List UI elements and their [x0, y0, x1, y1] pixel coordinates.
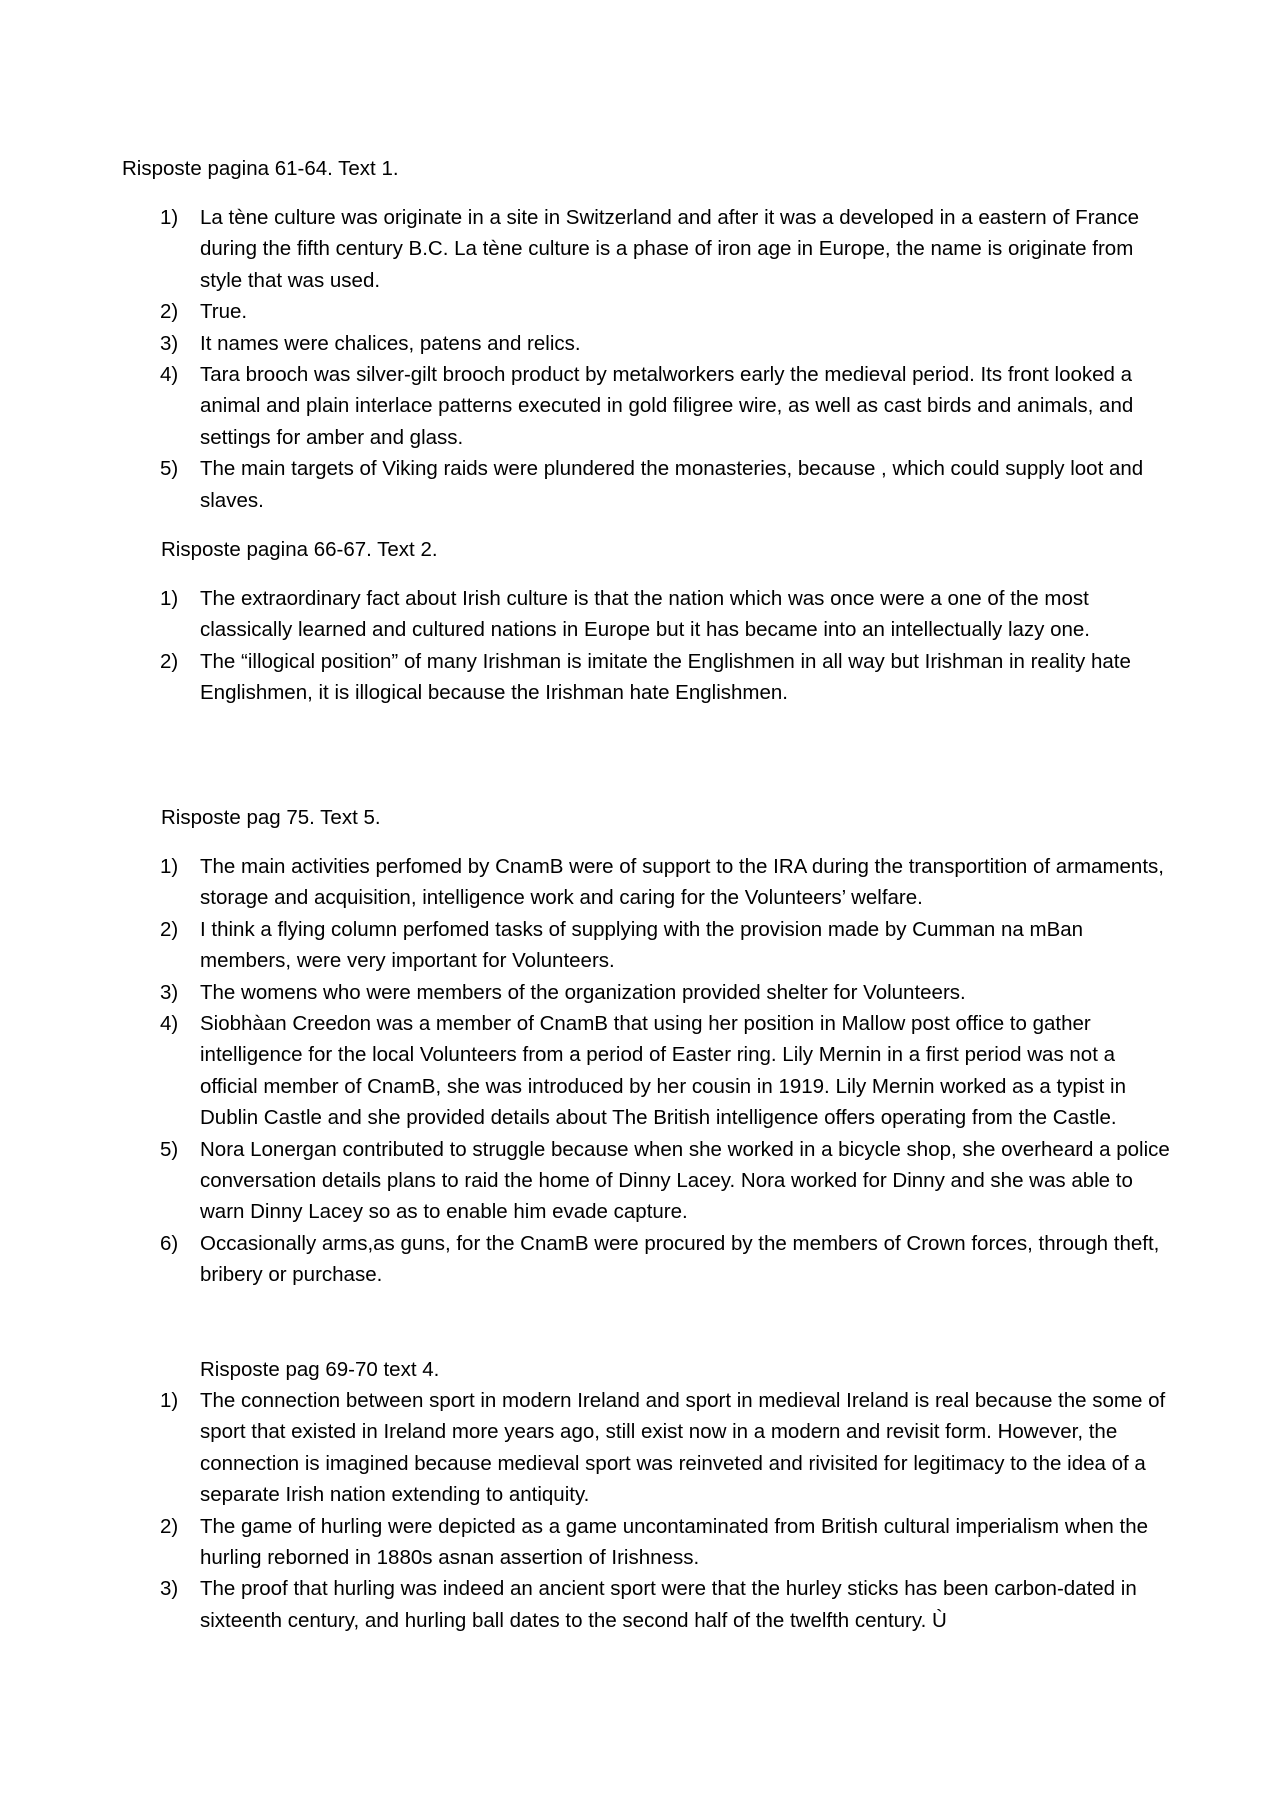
section-heading: Risposte pagina 66-67. Text 2. — [161, 538, 438, 561]
item-number: 2) — [160, 1514, 179, 1538]
list-item — [160, 328, 1170, 359]
item-text: The main targets of Viking raids were plundered the monasteries, because , which could supply loot and slaves. — [200, 457, 1144, 512]
item-number: 1) — [160, 587, 179, 610]
list-item — [160, 1008, 1170, 1134]
list-item — [160, 977, 1170, 1008]
item-text: True. — [200, 300, 248, 324]
list-item — [160, 1573, 1170, 1636]
item-text: Tara brooch was silver-gilt brooch product by metalworkers early the medieval period. Its front looked a animal and plain interlace patterns executed in gold filigree wire, as well as cast birds and animals, and settings for amber and glass. — [200, 363, 1134, 449]
item-number: 1) — [160, 1389, 179, 1412]
answer-list — [160, 202, 1170, 516]
list-item — [160, 202, 1170, 296]
item-text: Nora Lonergan contributed to struggle because when she worked in a bicycle shop, she overheard a police conversation details plans to raid the home of Dinny Lacey. Nora worked for Dinny and she was able to warn Dinny Lacey so as to enable him evade capture. — [200, 1137, 1170, 1224]
answer-list — [160, 851, 1170, 1291]
section-heading: Risposte pagina 61-64. Text 1. — [122, 157, 399, 180]
list-item — [160, 1511, 1170, 1574]
item-number: 1) — [160, 855, 179, 878]
list-item — [160, 296, 1170, 327]
list-item — [160, 1228, 1170, 1291]
item-number: 2) — [160, 300, 179, 324]
item-number: 2) — [160, 917, 179, 941]
item-text: Siobhàan Creedon was a member of CnamB that using her position in Mallow post office to gather intelligence for the local Volunteers from a period of Easter ring. Lily Mernin in a first period was not a official member of CnamB, she was introduced by her cousin in 1919. Lily Mernin worked as a typist in Dublin Castle and she provided details about The British intelligence offers operating from the Castle. — [200, 1012, 1126, 1130]
item-text: The connection between sport in modern Ireland and sport in medieval Ireland is real because the some of sport that existed in Ireland more years ago, still exist now in a modern and revisit form. However, the connection is imagined because medieval sport was reinveted and rivisited for legitimacy to the idea of a separate Irish nation extending to antiquity. — [200, 1389, 1166, 1507]
item-number: 3) — [160, 1577, 179, 1601]
section-heading: Risposte pag 69-70 text 4. — [200, 1358, 440, 1381]
item-text: The main activities perfomed by CnamB were of support to the IRA during the transportition of armaments, storage and acquisition, intelligence work and caring for the Volunteers’ welfare. — [200, 855, 1164, 910]
answer-list — [160, 1385, 1170, 1636]
section-heading: Risposte pag 75. Text 5. — [161, 806, 381, 829]
item-text: The womens who were members of the organization provided shelter for Volunteers. — [200, 980, 966, 1004]
answer-list — [160, 583, 1170, 709]
item-number: 4) — [160, 363, 179, 387]
list-item — [160, 1385, 1170, 1511]
item-number: 3) — [160, 980, 179, 1004]
item-number: 3) — [160, 331, 179, 355]
list-item — [160, 646, 1170, 709]
list-item — [160, 914, 1170, 977]
list-item — [160, 359, 1170, 453]
item-text: I think a flying column perfomed tasks of supplying with the provision made by Cumman na mBan members, were very important for Volunteers. — [200, 917, 1084, 973]
item-text: The game of hurling were depicted as a game uncontaminated from British cultural imperialism when the hurling reborned in 1880s asnan assertion of Irishness. — [200, 1514, 1149, 1570]
item-text: La tène culture was originate in a site in Switzerland and after it was a developed in a eastern of France during the fifth century B.C. La tène culture is a phase of iron age in Europe, the name is originate from style that was used. — [200, 206, 1139, 292]
item-text: Occasionally arms,as guns, for the CnamB were procured by the members of Crown forces, through theft, bribery or purchase. — [200, 1231, 1160, 1287]
item-text: The “illogical position” of many Irishman is imitate the Englishmen in all way but Irishman in reality hate Englishmen, it is illogical because the Irishman hate Englishmen. — [200, 649, 1131, 705]
item-text: The proof that hurling was indeed an ancient sport were that the hurley sticks has been carbon-dated in sixteenth century, and hurling ball dates to the second half of the twelfth century. Ù — [200, 1577, 1137, 1632]
item-number: 6) — [160, 1231, 179, 1255]
list-item — [160, 1134, 1170, 1228]
item-number: 1) — [160, 206, 179, 229]
item-number: 5) — [160, 457, 179, 481]
list-item — [160, 583, 1170, 646]
item-number: 5) — [160, 1137, 179, 1161]
item-text: The extraordinary fact about Irish culture is that the nation which was once were a one of the most classically learned and cultured nations in Europe but it has became into an intellectually lazy one. — [200, 587, 1090, 642]
item-text: It names were chalices, patens and relics. — [200, 331, 581, 355]
list-item — [160, 851, 1170, 914]
list-item — [160, 453, 1170, 516]
item-number: 4) — [160, 1012, 179, 1036]
item-number: 2) — [160, 649, 179, 673]
